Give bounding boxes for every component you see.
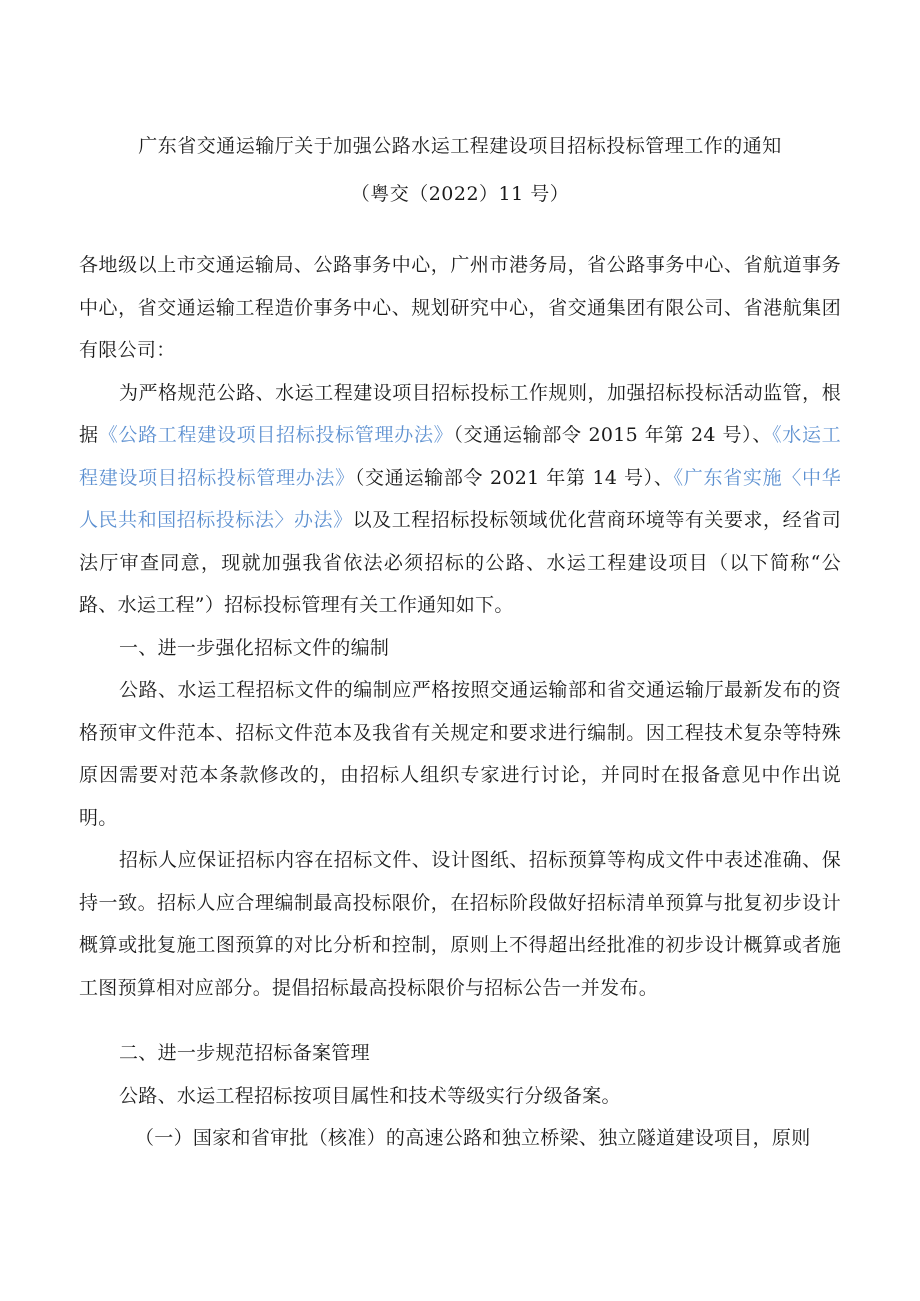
link-highway-regulation[interactable]: 《公路工程建设项目招标投标管理办法》: [98, 424, 454, 446]
addressee-paragraph: 各地级以上市交通运输局、公路事务中心，广州市港务局，省公路事务中心、省航道事务中心，省交通运输工程造价事务中心、规划研究中心，省交通集团有限公司、省港航集团有限公司：: [79, 254, 841, 361]
intro-paragraph: [79, 372, 841, 627]
section1-paragraph-1: 公路、水运工程招标文件的编制应严格按照交通运输部和省交通运输厅最新发布的资格预审文件范本、招标文件范本及我省有关规定和要求进行编制。因工程技术复杂等特殊原因需要对范本条款修改的，由招标人组织专家进行讨论，并同时在报备意见中作出说明。: [79, 679, 841, 829]
intro-text-4: 以及工程招标投标领域优化营商环境等有关要求，经省司法厅审查同意，现就加强我省依法必须招标的公路、水运工程建设项目（以下简称“公路、水运工程”）招标投标管理有关工作通知如下。: [79, 509, 841, 616]
document-body-lower: [79, 1032, 841, 1160]
section1-heading: 一、进一步强化招标文件的编制: [119, 636, 390, 659]
document-title: 广东省交通运输厅关于加强公路水运工程建设项目招标投标管理工作的通知: [138, 135, 782, 157]
intro-text-2: （交通运输部令 2015 年第 24 号）、: [453, 424, 773, 446]
section2-heading: 二、进一步规范招标备案管理: [119, 1042, 370, 1064]
intro-text-3: （交通运输部令 2021 年第 14 号）、: [354, 466, 674, 489]
document-body-upper: [79, 244, 841, 1009]
section2-item-1: （一）国家和省审批（核准）的高速公路和独立桥梁、独立隧道建设项目，原则: [135, 1127, 811, 1149]
intro-text-1: 为严格规范公路、水运工程建设项目招标投标工作规则，加强招标投标活动监管，根据: [79, 381, 841, 446]
section2-paragraph-1: 公路、水运工程招标按项目属性和技术等级实行分级备案。: [119, 1084, 621, 1107]
link-guangdong-implementation[interactable]: 《广东省实施〈中华人民共和国招标投标法〉办法》: [79, 466, 841, 531]
document-number: （粤交（2022）11 号）: [350, 183, 570, 205]
link-waterway-regulation[interactable]: 《水运工程建设项目招标投标管理办法》: [79, 424, 841, 489]
section1-paragraph-2: 招标人应保证招标内容在招标文件、设计图纸、招标预算等构成文件中表述准确、保持一致。招标人应合理编制最高投标限价，在招标阶段做好招标清单预算与批复初步设计概算或批复施工图预算的对比分析和控制，原则上不得超出经批准的初步设计概算或者施工图预算相对应部分。提倡招标最高投标限价与招标公告一并发布。: [79, 849, 841, 999]
